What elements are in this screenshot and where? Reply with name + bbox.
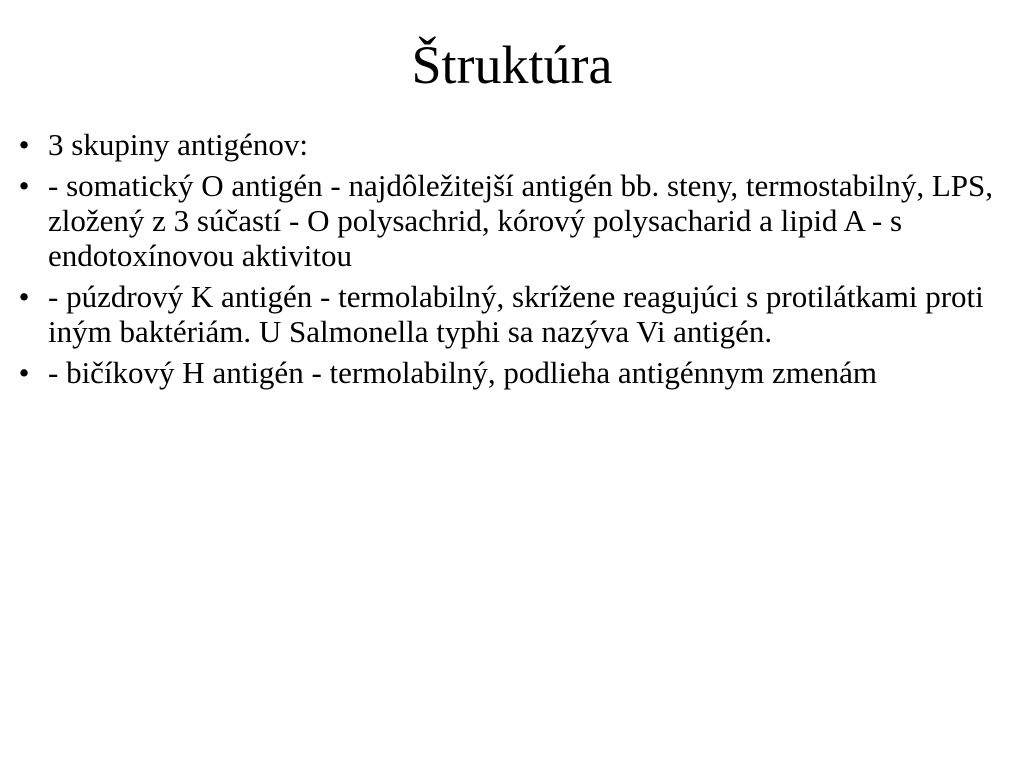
bullet-text: - púzdrový K antigén - termolabilný, skrížene reagujúci s protilátkami proti iným baktériám. U Salmonella typhi sa nazýva Vi antigén. [48, 279, 984, 349]
bullet-text: - bičíkový H antigén - termolabilný, podlieha antigénnym zmenám [48, 355, 878, 390]
bullet-item [0, 355, 1000, 390]
bullet-marker: • [18, 355, 30, 390]
bullet-text: - somatický O antigén - najdôležitejší antigén bb. steny, termostabilný, LPS, zložený z 3 súčastí - O polysachrid, kórový polysacharid a lipid A - s endotoxínovou aktivitou [48, 168, 994, 273]
bullet-marker: • [18, 279, 30, 314]
bullet-item [0, 127, 1000, 162]
slide-title: Štruktúra [411, 35, 613, 95]
bullet-list [0, 127, 1000, 396]
bullet-item [0, 279, 1000, 349]
bullet-text: 3 skupiny antigénov: [48, 127, 309, 162]
bullet-marker: • [18, 127, 30, 162]
bullet-marker: • [18, 168, 30, 203]
bullet-item [0, 168, 1000, 273]
